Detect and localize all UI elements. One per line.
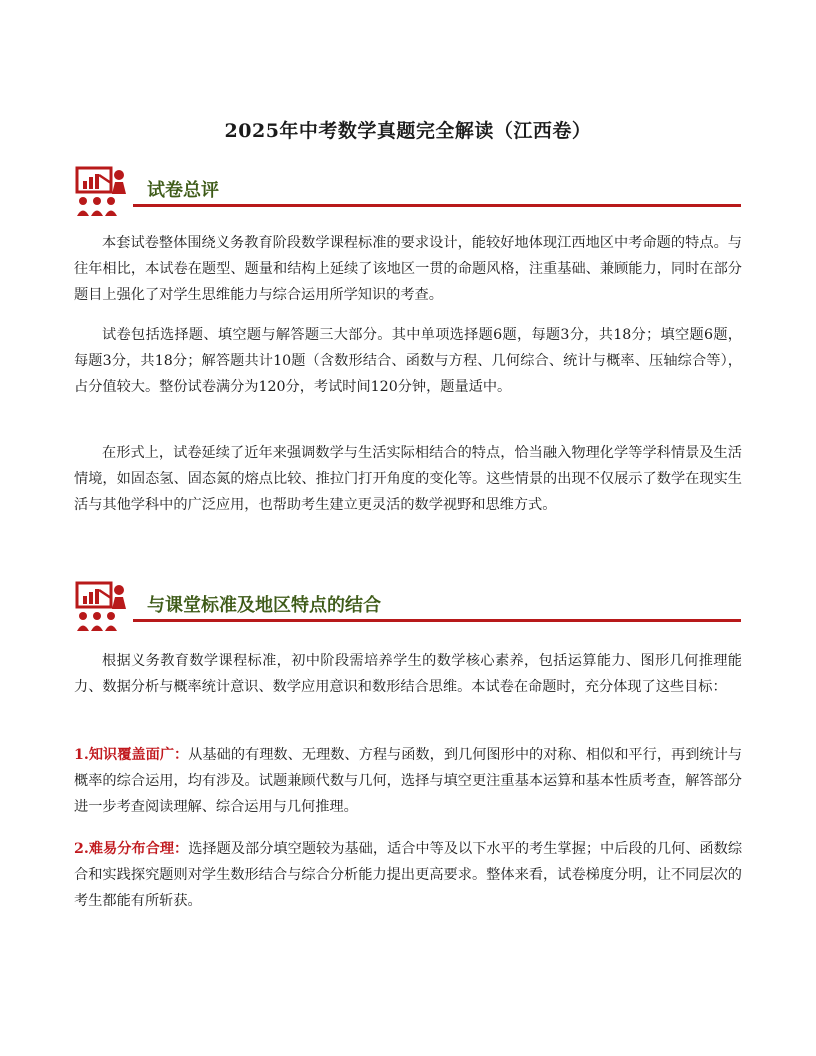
- point-text: 从基础的有理数、无理数、方程与函数，到几何图形中的对称、相似和平行，再到统计与概率的综合运用，均有涉及。试题兼顾代数与几何，选择与填空更注重基本运算和基本性质考查，解答部分进一步考查阅读理解、综合运用与几何推理。: [74, 747, 743, 815]
- presentation-icon: [75, 581, 131, 633]
- section-divider: [133, 619, 741, 622]
- point-paragraph: [74, 742, 742, 820]
- section-divider: [133, 204, 741, 207]
- section-heading: 试卷总评: [147, 180, 219, 201]
- section-header-1: [75, 166, 741, 218]
- point-paragraph: [74, 836, 742, 914]
- paragraph: 本套试卷整体围绕义务教育阶段数学课程标准的要求设计，能较好地体现江西地区中考命题的特点。与往年相比，本试卷在题型、题量和结构上延续了该地区一贯的命题风格，注重基础、兼顾能力，同时在部分题目上强化了对学生思维能力与综合运用所学知识的考查。: [74, 235, 742, 303]
- section-heading: 与课堂标准及地区特点的结合: [147, 595, 381, 616]
- presentation-icon: [75, 166, 131, 218]
- point-key: 2.难易分布合理：: [74, 841, 189, 857]
- paragraph: 在形式上，试卷延续了近年来强调数学与生活实际相结合的特点，恰当融入物理化学等学科情景及生活情境，如固态氢、固态氮的熔点比较、推拉门打开角度的变化等。这些情景的出现不仅展示了数学在现实生活与其他学科中的广泛应用，也帮助考生建立更灵活的数学视野和思维方式。: [74, 445, 742, 513]
- point-text: 选择题及部分填空题较为基础，适合中等及以下水平的考生掌握；中后段的几何、函数综合和实践探究题则对学生数形结合与综合分析能力提出更高要求。整体来看，试卷梯度分明，让不同层次的考生都能有所斩获。: [74, 841, 743, 909]
- paragraph: 根据义务教育数学课程标准，初中阶段需培养学生的数学核心素养，包括运算能力、图形几何推理能力、数据分析与概率统计意识、数学应用意识和数形结合思维。本试卷在命题时，充分体现了这些目标：: [74, 653, 742, 695]
- paragraph: 试卷包括选择题、填空题与解答题三大部分。其中单项选择题6题，每题3分，共18分；填空题6题，每题3分，共18分；解答题共计10题（含数形结合、函数与方程、几何综合、统计与概率、压轴综合等），占分值较大。整份试卷满分为120分，考试时间120分钟，题量适中。: [74, 327, 742, 395]
- page-title: 2025年中考数学真题完全解读（江西卷）: [224, 120, 592, 142]
- point-key: 1.知识覆盖面广：: [74, 747, 189, 763]
- section-header-2: [75, 581, 741, 633]
